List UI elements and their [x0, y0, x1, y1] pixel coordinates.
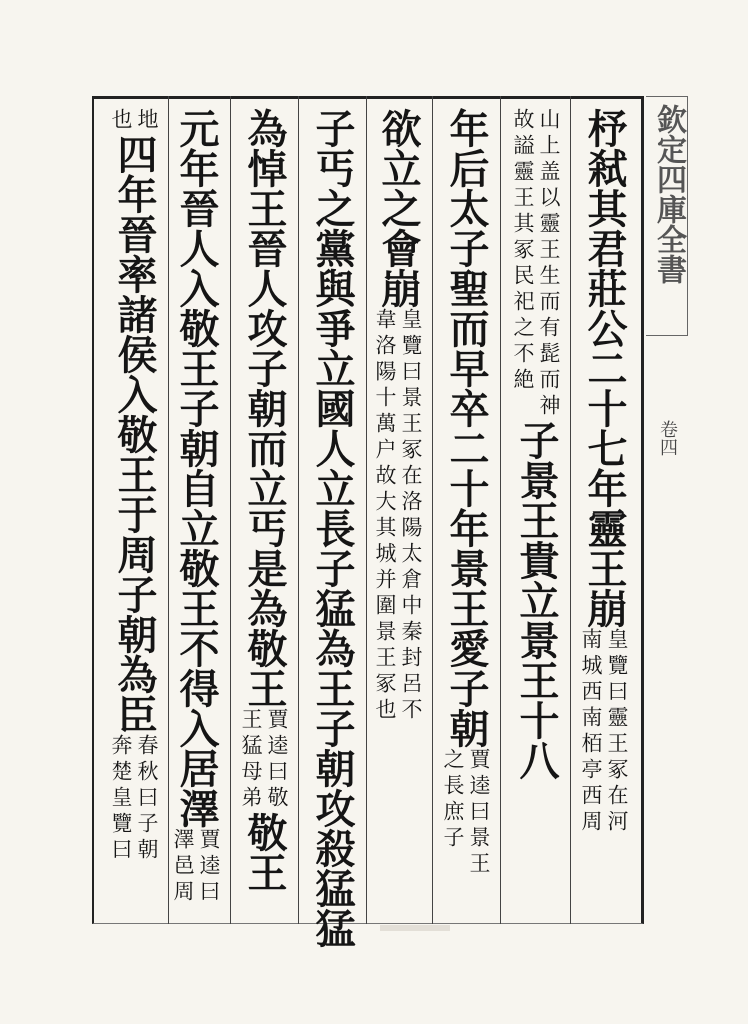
column-rule — [298, 96, 299, 924]
column-rule — [366, 96, 367, 924]
annotation-line-right: 地 — [135, 108, 159, 134]
annotation — [511, 108, 561, 420]
annotation-line-left: 南城西南栢亭西周 — [579, 628, 603, 836]
annotation — [171, 828, 221, 906]
annotation-line-left: 也 — [109, 108, 133, 134]
annotation — [373, 308, 423, 724]
text-column — [373, 108, 423, 908]
annotation-line-right: 賈逵曰敬 — [265, 708, 289, 812]
main-text: 四年晉率諸侯入敬王于周子朝為臣 — [111, 134, 158, 734]
annotation-line-right: 賈逵曰景王 — [467, 748, 491, 878]
annotation — [579, 628, 629, 836]
annotation — [109, 108, 159, 134]
annotation-line-left: 澤邑周 — [171, 828, 195, 906]
annotation — [441, 748, 491, 878]
main-text: 為悼王晉人攻子朝而立丐是為敬王 — [241, 108, 288, 708]
text-column — [441, 108, 491, 908]
annotation-line-right: 山上盖以靈王生而有髭而神 — [537, 108, 561, 420]
annotation-line-left: 之長庶子 — [441, 748, 465, 852]
column-rule — [230, 96, 231, 924]
text-column — [511, 108, 561, 908]
annotation-line-right: 春秋曰子朝 — [135, 734, 159, 864]
margin-juan-label: 卷四 — [657, 420, 678, 456]
main-text: 子景王貴立景王十八 — [513, 420, 560, 780]
main-text: 欲立之會崩 — [375, 108, 422, 308]
annotation-line-right: 皇覽曰靈王冢在河 — [605, 628, 629, 836]
main-text: 元年晉人入敬王子朝自立敬王不得入居澤 — [173, 108, 220, 828]
text-column — [171, 108, 221, 908]
text-column — [109, 108, 159, 908]
annotation — [239, 708, 289, 812]
text-column — [307, 108, 357, 948]
text-column — [239, 108, 289, 908]
annotation-line-left: 韋洛陽十萬户故大其城并圍景王冢也 — [373, 308, 397, 724]
margin-title: 欽定四庫全書 — [651, 104, 686, 284]
annotation-line-right: 皇覽曰景王冢在洛陽太倉中秦封呂不 — [399, 308, 423, 724]
paper-smudge — [380, 925, 450, 931]
main-text: 子丐之黨與爭立國人立長子猛為王子朝攻殺猛猛 — [309, 108, 356, 948]
text-column — [579, 108, 629, 908]
column-rule — [432, 96, 433, 924]
main-text: 杼弒其君莊公二十七年靈王崩 — [581, 108, 628, 628]
annotation-line-left: 奔楚皇覽曰 — [109, 734, 133, 864]
annotation-line-left: 王猛母弟 — [239, 708, 263, 812]
annotation-line-right: 賈逵曰 — [197, 828, 221, 906]
annotation — [109, 734, 159, 864]
main-text: 年后太子聖而早卒二十年景王愛子朝 — [443, 108, 490, 748]
main-text: 敬王 — [241, 812, 288, 892]
column-rule — [500, 96, 501, 924]
column-rule — [570, 96, 571, 924]
column-rule — [168, 96, 169, 924]
annotation-line-left: 故謚靈王其冢民祀之不絶 — [511, 108, 535, 394]
